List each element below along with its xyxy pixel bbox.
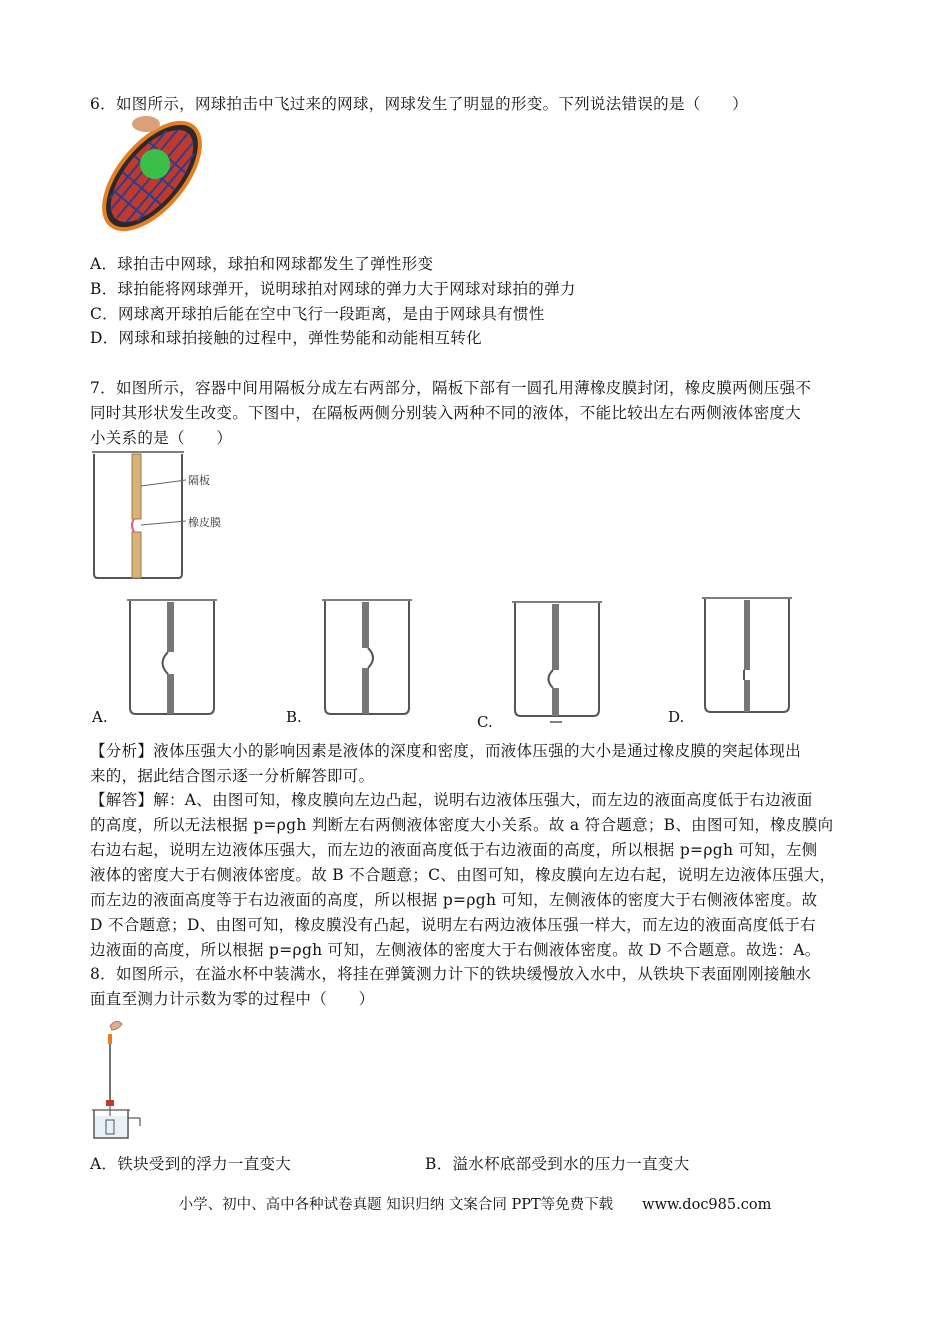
q7-solution-line-6: D 不合题意；D、由图可知，橡皮膜没有凸起，说明左右两边液体压强一样大，而左边的液面高度低于右 (90, 916, 816, 934)
q8-stem-line-2: 面直至测力计示数为零的过程中（ ） (90, 990, 375, 1008)
partition-label: 隔板 (188, 474, 210, 487)
q7-solution-line-4: 液体的密度大于右侧液体密度。故 B 不合题意；C、由图可知，橡皮膜向左边右起，说明左边液体压强大， (90, 866, 836, 884)
q6-option-b: B．球拍能将网球弹开，说明球拍对网球的弹力大于网球对球拍的弹力 (90, 280, 576, 298)
beaker-option-b (320, 596, 415, 718)
q7-stem-line-3: 小关系的是（ ） (90, 429, 233, 447)
q7-stem-line-2: 同时其形状发生改变。下图中，在隔板两侧分别装入两种不同的液体，不能比较出左右两侧液体密度大 (90, 404, 802, 422)
q6-stem: 6．如图所示，网球拍击中飞过来的网球，网球发生了明显的形变。下列说法错误的是（ ） (90, 95, 748, 113)
q7-option-c-label: C. (477, 713, 493, 731)
q7-solution-line-2: 的高度，所以无法根据 p=ρgh 判断左右两侧液体密度大小关系。故 a 符合题意；B、由图可知，橡皮膜向 (90, 816, 834, 834)
q7-stem-line-1: 7．如图所示，容器中间用隔板分成左右两部分，隔板下部有一圆孔用薄橡皮膜封闭，橡皮膜两侧压强不 (90, 379, 812, 397)
q6-option-c: C．网球离开球拍后能在空中飞行一段距离，是由于网球具有惯性 (90, 305, 545, 323)
q7-option-a-label: A. (92, 708, 108, 726)
membrane-label: 橡皮膜 (188, 516, 221, 529)
q8-option-b: B．溢水杯底部受到水的压力一直变大 (425, 1155, 690, 1173)
q7-option-d-label: D. (668, 708, 685, 726)
page-footer: 小学、初中、高中各种试卷真题 知识归纳 文案合同 PPT等免费下载 www.doc985.com (178, 1197, 772, 1213)
q7-solution-line-5: 而左边的液面高度等于右边液面的高度，所以根据 p=ρgh 可知，左侧液体的密度大于右侧液体密度。故 (90, 891, 818, 909)
q8-stem-line-1: 8．如图所示，在溢水杯中装满水，将挂在弹簧测力计下的铁块缓慢放入水中，从铁块下表面刚刚接触水 (90, 965, 812, 983)
beaker-option-c (510, 598, 605, 724)
q8-option-a: A．铁块受到的浮力一直变大 (90, 1155, 292, 1173)
q7-solution-line-3: 右边右起，说明左边液体压强大，而左边的液面高度低于右边液面的高度，所以根据 p=ρgh 可知，左侧 (90, 841, 818, 859)
container-diagram (90, 448, 240, 580)
q7-option-b-label: B. (286, 708, 302, 726)
q7-solution-line-7: 边液面的高度，所以根据 p=ρgh 可知，左侧液体的密度大于右侧液体密度。故 D 不合题意。故选：A。 (90, 941, 821, 959)
q7-analysis-line-2: 来的，据此结合图示逐一分析解答即可。 (90, 767, 375, 785)
q7-analysis-line-1: 【分析】液体压强大小的影响因素是液体的深度和密度，而液体压强的大小是通过橡皮膜的突起体现出 (90, 742, 802, 760)
q6-option-d: D．网球和球拍接触的过程中，弹性势能和动能相互转化 (90, 329, 482, 347)
q6-option-a: A．球拍击中网球，球拍和网球都发生了弹性形变 (90, 255, 434, 273)
tennis-racket-figure (90, 112, 215, 240)
q7-solution-line-1: 【解答】解：A、由图可知，橡皮膜向左边凸起，说明右边液体压强大，而左边的液面高度低于右边液面 (90, 791, 813, 809)
beaker-option-a (125, 596, 220, 718)
overflow-cup-figure (88, 1010, 158, 1142)
beaker-option-d (700, 594, 795, 718)
